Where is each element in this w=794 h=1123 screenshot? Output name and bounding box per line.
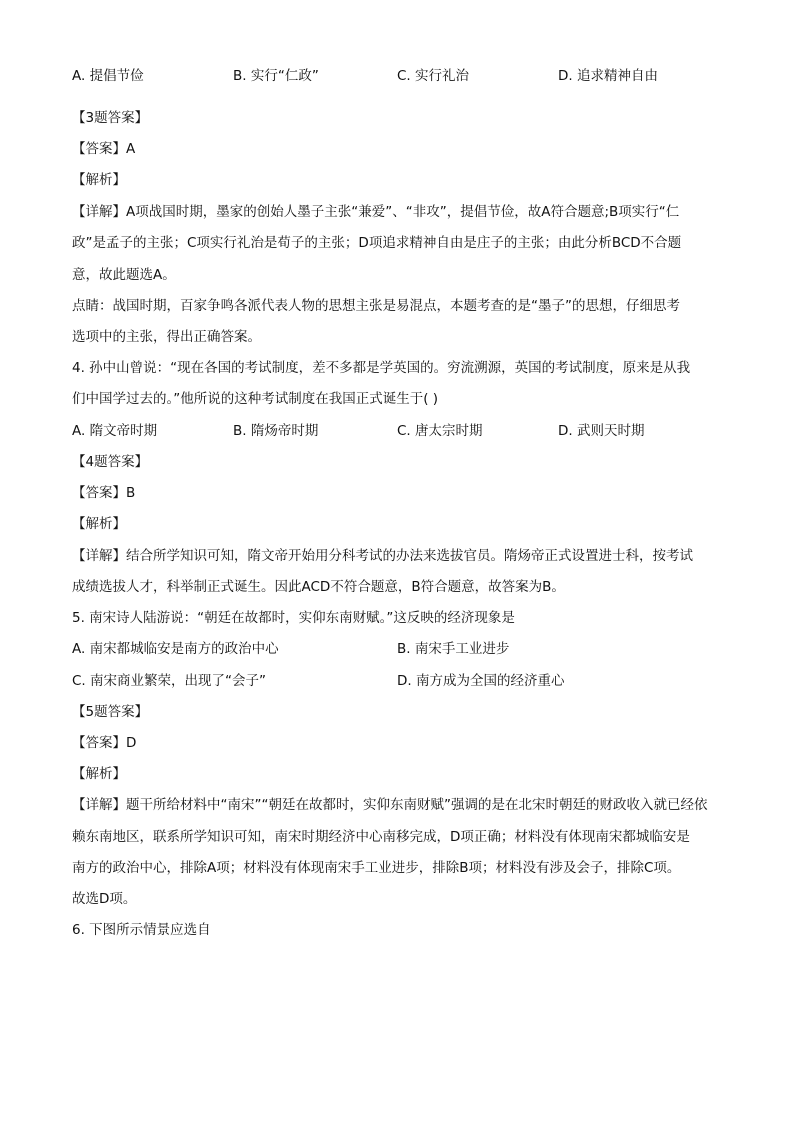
q3-analysis-label: 【解析】 — [72, 172, 126, 188]
q5-answer-header: 【5题答案】 — [72, 704, 149, 720]
q3-option-d: D. 追求精神自由 — [558, 68, 658, 84]
q4-option-c: C. 唐太宗时期 — [397, 423, 483, 439]
q5-detail-line-3: 南方的政治中心，排除A项；材料没有体现南宋手工业进步，排除B项；材料没有涉及会子，排除C项。 — [72, 860, 681, 876]
q3-answer: 【答案】A — [72, 141, 136, 157]
q3-answer-header: 【3题答案】 — [72, 110, 149, 126]
q5-analysis-label: 【解析】 — [72, 766, 126, 782]
q3-detail-line-1: 【详解】A项战国时期，墨家的创始人墨子主张“兼爱”、“非攻”，提倡节俭，故A符合题意;B项实行“仁 — [72, 204, 680, 220]
q5-answer: 【答案】D — [72, 735, 137, 751]
q4-detail-line-2: 成绩选拔人才，科举制正式诞生。因此ACD不符合题意，B符合题意，故答案为B。 — [72, 579, 565, 595]
q5-detail-line-1: 【详解】题干所给材料中“南宋”“朝廷在故都时，实仰东南财赋”强调的是在北宋时朝廷的财政收入就已经依 — [72, 797, 708, 813]
q4-stem-line-2: 们中国学过去的。”他所说的这种考试制度在我国正式诞生于( ) — [72, 391, 439, 407]
q5-option-c: C. 南宋商业繁荣，出现了“会子” — [72, 673, 266, 689]
q3-option-b: B. 实行“仁政” — [233, 68, 319, 84]
q3-detail-line-3: 意，故此题选A。 — [72, 267, 176, 283]
q4-detail-line-1: 【详解】结合所学知识可知，隋文帝开始用分科考试的办法来选拔官员。隋炀帝正式设置进士科，按考试 — [72, 548, 693, 564]
q5-detail-line-2: 赖东南地区，联系所学知识可知，南宋时期经济中心南移完成，D项正确；材料没有体现南宋都城临安是 — [72, 829, 690, 845]
q3-option-c: C. 实行礼治 — [397, 68, 470, 84]
q6-stem: 6. 下图所示情景应选自 — [72, 922, 211, 938]
q5-stem: 5. 南宋诗人陆游说：“朝廷在故都时，实仰东南财赋。”这反映的经济现象是 — [72, 610, 515, 626]
q4-answer-header: 【4题答案】 — [72, 454, 149, 470]
q3-detail-line-2: 政”是孟子的主张；C项实行礼治是荀子的主张；D项追求精神自由是庄子的主张；由此分析BCD不合题 — [72, 235, 682, 251]
q4-option-a: A. 隋文帝时期 — [72, 423, 158, 439]
q4-option-d: D. 武则天时期 — [558, 423, 645, 439]
q4-answer: 【答案】B — [72, 485, 136, 501]
q5-detail-line-4: 故选D项。 — [72, 891, 137, 907]
q4-analysis-label: 【解析】 — [72, 516, 126, 532]
q5-option-a: A. 南宋都城临安是南方的政治中心 — [72, 641, 279, 657]
q4-stem-line-1: 4. 孙中山曾说：“现在各国的考试制度，差不多都是学英国的。穷流溯源，英国的考试制度，原来是从我 — [72, 360, 691, 376]
q3-option-a: A. 提倡节俭 — [72, 68, 144, 84]
q3-note-line-1: 点睛：战国时期，百家争鸣各派代表人物的思想主张是易混点，本题考查的是“墨子”的思想，仔细思考 — [72, 298, 680, 314]
q5-option-b: B. 南宋手工业进步 — [397, 641, 510, 657]
q3-note-line-2: 选项中的主张，得出正确答案。 — [72, 329, 261, 345]
q4-option-b: B. 隋炀帝时期 — [233, 423, 319, 439]
q5-option-d: D. 南方成为全国的经济重心 — [397, 673, 565, 689]
